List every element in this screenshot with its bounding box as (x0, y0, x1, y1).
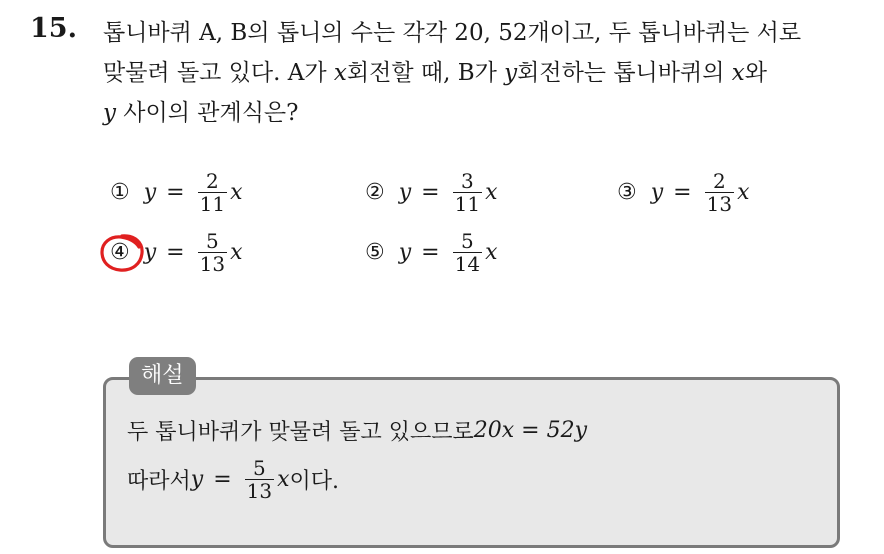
choice-variable: x (485, 180, 498, 205)
choice-lhs: y (398, 240, 412, 265)
solution-equation: 20x = 52y (473, 418, 588, 443)
question-text: 사이의 관계식은? (116, 100, 299, 126)
choice-fraction (198, 170, 227, 215)
solution-line-2 (127, 457, 339, 502)
choice-fraction (453, 230, 482, 275)
choice-lhs: y (143, 240, 157, 265)
choice-equals: = (421, 240, 440, 265)
choice-marker: ① (110, 180, 130, 205)
question-number: 15. (30, 13, 77, 44)
choice-lhs: y (143, 180, 157, 205)
choice-marker: ③ (617, 180, 637, 205)
fraction-numerator: 3 (460, 169, 474, 193)
fraction-denominator: 13 (246, 479, 273, 503)
choice-variable: x (485, 240, 498, 265)
choice-fraction (453, 170, 482, 215)
fraction-numerator: 5 (253, 456, 266, 480)
choice-3[interactable] (617, 170, 749, 215)
fraction-denominator: 13 (199, 252, 226, 276)
fraction-denominator: 14 (454, 252, 481, 276)
solution-text: 두 톱니바퀴가 맞물려 돌고 있으므로 (127, 420, 474, 445)
fraction-denominator: 11 (454, 192, 481, 216)
choice-5[interactable] (365, 230, 497, 275)
solution-text: 따라서 (127, 469, 191, 494)
choice-marker: ④ (110, 240, 130, 265)
variable-y: y (103, 100, 116, 126)
fraction-numerator: 5 (205, 229, 219, 253)
question-line-3 (103, 94, 298, 127)
choice-variable: x (230, 240, 243, 265)
choice-lhs: y (398, 180, 412, 205)
question-text: 맞물려 돌고 있다. A가 (103, 60, 334, 86)
question-text: 와 (744, 60, 767, 86)
question-line-2 (103, 54, 767, 87)
question-line-1: 톱니바퀴 A, B의 톱니의 수는 각각 20, 52개이고, 두 톱니바퀴는 서로 (103, 20, 802, 46)
variable-x: x (731, 60, 745, 86)
choice-equals: = (421, 180, 440, 205)
choice-lhs: y (650, 180, 664, 205)
fraction-numerator: 2 (205, 169, 219, 193)
choice-2[interactable] (365, 170, 497, 215)
variable-y: y (504, 60, 518, 86)
choice-equals: = (673, 180, 692, 205)
answer-circle-mark (99, 233, 145, 273)
choice-marker: ⑤ (365, 240, 385, 265)
choice-variable: x (230, 180, 243, 205)
choice-fraction (198, 230, 227, 275)
choice-marker: ② (365, 180, 385, 205)
solution-fraction (245, 457, 274, 502)
solution-line-1 (127, 415, 587, 446)
choice-equals: = (166, 180, 185, 205)
question-text: 회전할 때, B가 (346, 60, 505, 86)
solution-lhs: y (190, 467, 204, 492)
choice-1[interactable] (110, 170, 242, 215)
fraction-numerator: 5 (460, 229, 474, 253)
solution-tag: 해설 (129, 357, 196, 395)
solution-variable: x (277, 467, 290, 492)
fraction-numerator: 2 (712, 169, 726, 193)
variable-x: x (333, 60, 347, 86)
solution-equals: = (213, 467, 232, 492)
choice-fraction (705, 170, 734, 215)
choice-variable: x (737, 180, 750, 205)
solution-text: 이다. (289, 469, 340, 494)
question-text: 회전하는 톱니바퀴의 (517, 60, 732, 86)
fraction-denominator: 13 (706, 192, 733, 216)
choice-equals: = (166, 240, 185, 265)
fraction-denominator: 11 (199, 192, 226, 216)
